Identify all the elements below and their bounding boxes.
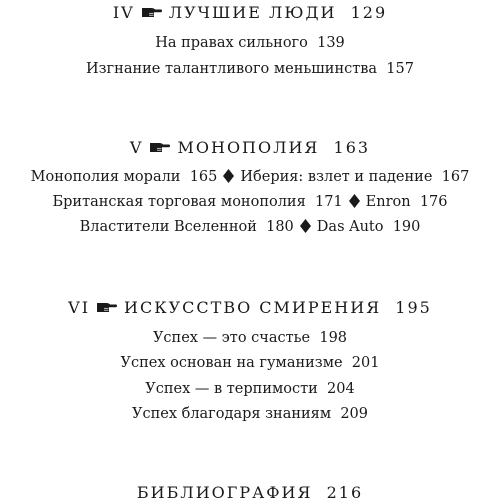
entry-page: 139 xyxy=(317,35,345,51)
entry-title: Монополия морали xyxy=(30,169,181,185)
entry-page: 180 xyxy=(266,219,294,235)
chapter-heading-vi xyxy=(0,298,500,317)
entry-page: 167 xyxy=(441,169,470,185)
chapter-title: МОНОПОЛИЯ xyxy=(177,138,320,157)
bibliography-title: БИБЛИОГРАФИЯ xyxy=(136,483,313,502)
toc-entry xyxy=(0,330,500,346)
toc-entry xyxy=(0,406,500,422)
chapter-title: ИСКУССТВО СМИРЕНИЯ xyxy=(124,298,382,317)
chapter-title: ЛУЧШИЕ ЛЮДИ xyxy=(168,3,337,22)
pointing-hand-icon xyxy=(97,302,117,313)
entry-page: 171 xyxy=(314,194,343,210)
pointing-hand-icon xyxy=(142,7,162,18)
chapter-page: 195 xyxy=(395,298,432,317)
entry-title: Иберия: взлет и падение xyxy=(240,169,433,185)
toc-entry xyxy=(0,35,500,51)
entry-title: Властители Вселенной xyxy=(79,219,257,235)
entry-title: Успех благодаря знаниям xyxy=(131,406,332,422)
toc-entry xyxy=(0,355,500,371)
entry-page: 198 xyxy=(319,330,348,346)
chapter-numeral: IV xyxy=(112,3,135,22)
entry-title: Британская торговая монополия xyxy=(52,194,306,210)
diamond-icon xyxy=(349,194,360,208)
entry-page: 176 xyxy=(419,194,448,210)
chapter-page: 129 xyxy=(350,3,388,22)
entry-title: Изгнание талантливого меньшинства xyxy=(86,61,378,77)
chapter-heading-iv xyxy=(0,3,500,22)
entry-title: Успех основан на гуманизме xyxy=(120,355,343,371)
toc-run-in-line xyxy=(0,219,500,235)
entry-page: 157 xyxy=(386,61,414,77)
entry-page: 190 xyxy=(392,219,421,235)
entry-title: Успех — в терпимости xyxy=(145,381,318,397)
toc-run-in-line xyxy=(0,169,500,185)
chapter-numeral: V xyxy=(129,138,144,157)
entry-title: На правах сильного xyxy=(155,35,308,51)
entry-title: Успех — это счастье xyxy=(152,330,311,346)
diamond-icon xyxy=(300,219,311,233)
toc-entry xyxy=(0,61,500,77)
chapter-heading-v xyxy=(0,138,500,157)
chapter-numeral: VI xyxy=(68,298,91,317)
bibliography-heading xyxy=(0,483,500,502)
entry-page: 165 xyxy=(189,169,218,185)
bibliography-page: 216 xyxy=(326,483,364,502)
entry-page: 201 xyxy=(351,355,380,371)
entry-page: 209 xyxy=(340,406,369,422)
diamond-icon xyxy=(223,169,234,183)
pointing-hand-icon xyxy=(150,142,170,153)
chapter-page: 163 xyxy=(333,138,371,157)
entry-title: Enron xyxy=(365,194,411,210)
toc-entry xyxy=(0,381,500,397)
entry-title: Das Auto xyxy=(316,219,384,235)
toc-run-in-line xyxy=(0,194,500,210)
entry-page: 204 xyxy=(327,381,355,397)
